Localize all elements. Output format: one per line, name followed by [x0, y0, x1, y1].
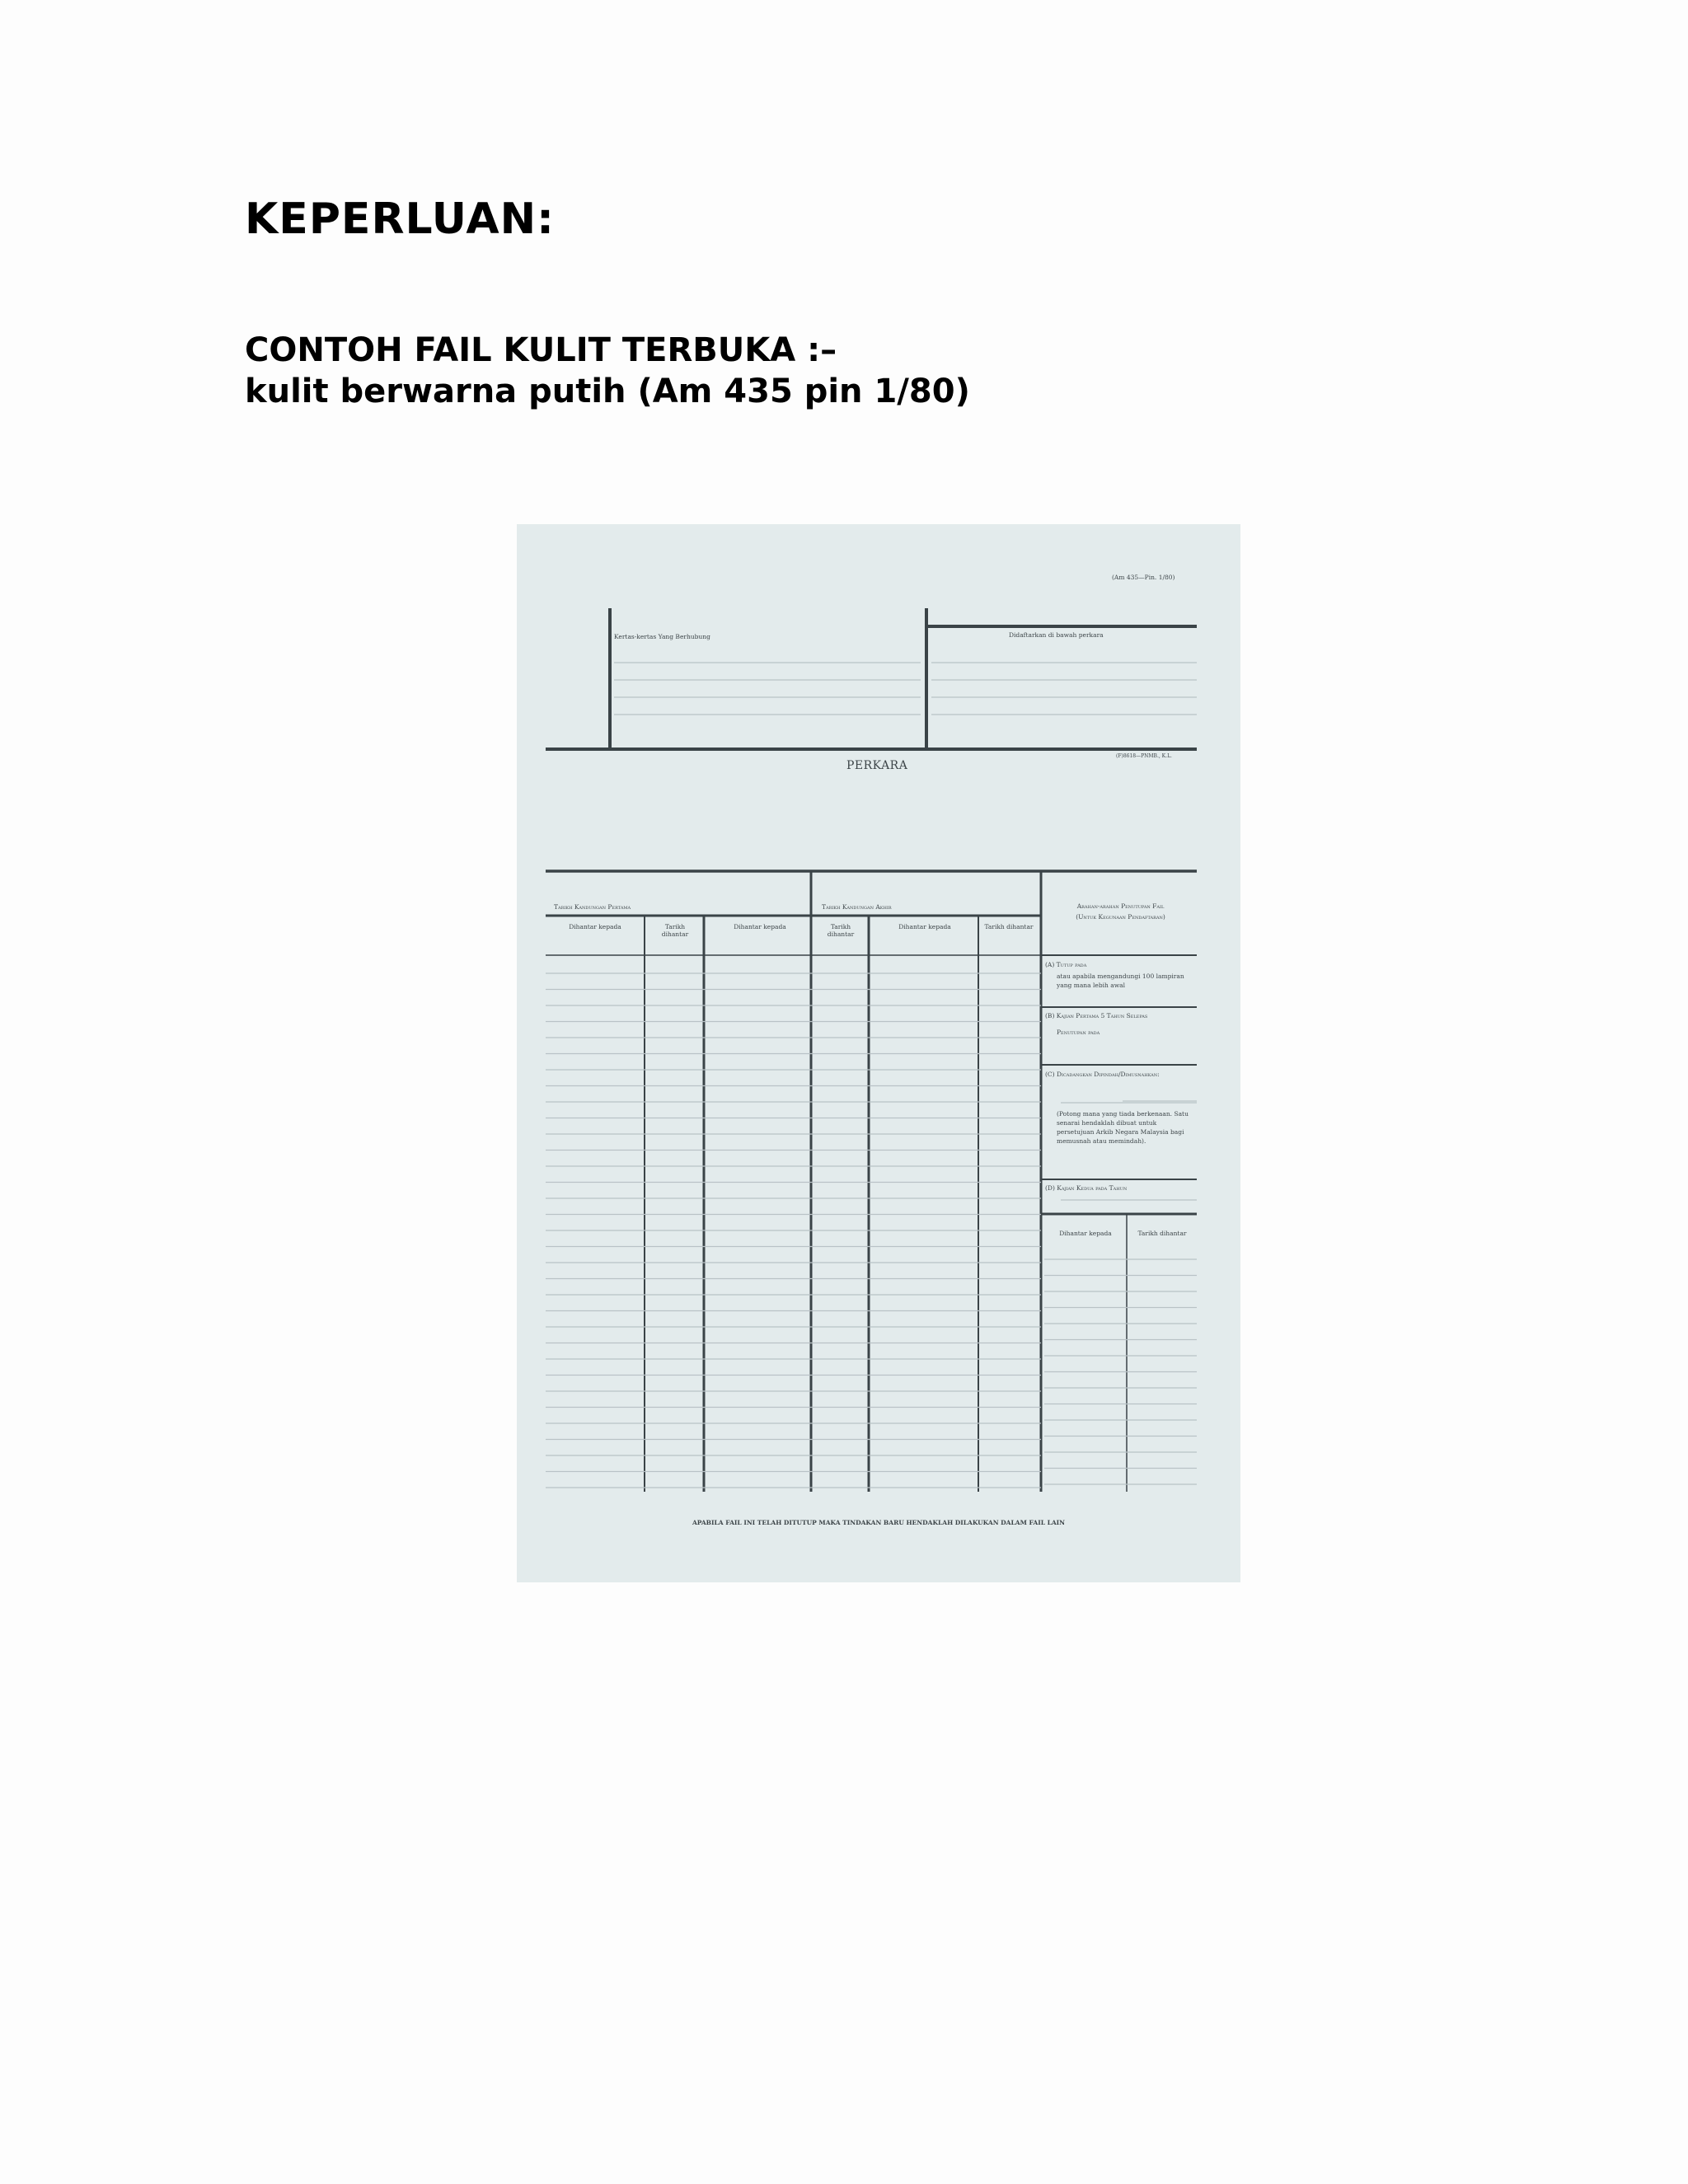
related-papers-label: Kertas-kertas Yang Berhubung	[614, 633, 710, 640]
item-b-body: Penutupan pada	[1057, 1029, 1100, 1036]
registered-under-label: Didaftarkan di bawah perkara	[1009, 631, 1104, 639]
col-date-sent-4: Tarikh dihantar	[1137, 1230, 1187, 1237]
col-sent-to-1: Dihantar kepada	[569, 923, 621, 930]
col-date-sent-3: Tarikh dihantar	[984, 923, 1034, 930]
item-b-title: (B) Kajian Pertama 5 Tahun Selepas	[1045, 1012, 1148, 1019]
registry-use-label: (Untuk Kegunaan Pendaftaran)	[1076, 913, 1165, 921]
col-date-sent-2: Tarikh dihantar	[827, 923, 855, 938]
item-c-title: (C) Dicadangkan Dipindah/Dimusnahkan:	[1045, 1071, 1160, 1078]
page-heading: KEPERLUAN:	[245, 194, 555, 244]
subheading-line-2: kulit berwarna putih (Am 435 pin 1/80)	[245, 373, 970, 410]
closing-instructions-label: Arahan-arahan Penutupan Fail	[1076, 902, 1165, 910]
item-c-body: (Potong mana yang tiada berkenaan. Satu senarai hendaklah dibuat untuk persetujuan Arkib Negara Malaysia bagi memusnah atau memindah).	[1057, 1110, 1189, 1145]
first-content-date-label: Tarikh Kandungan Pertama	[554, 903, 631, 911]
form-footer-notice: APABILA FAIL INI TELAH DITUTUP MAKA TINDAKAN BARU HENDAKLAH DILAKUKAN DALAM FAIL LAIN	[692, 1519, 1066, 1526]
form-code: (Am 435—Pin. 1/80)	[1112, 574, 1175, 581]
item-d-title: (D) Kajian Kedua pada Tahun	[1045, 1184, 1128, 1192]
subject-label: PERKARA	[846, 759, 908, 772]
last-content-date-label: Tarikh Kandungan Akhir	[822, 903, 892, 911]
file-cover-form-image	[517, 524, 1240, 1582]
form-ruling-lines	[517, 524, 1240, 1582]
subheading-line-1: CONTOH FAIL KULIT TERBUKA :–	[245, 331, 837, 369]
item-a-title: (A) Tutup pada	[1045, 961, 1087, 968]
col-sent-to-3: Dihantar kepada	[898, 923, 951, 930]
printer-mark: (F)8618—PNMB., K.L.	[1116, 753, 1172, 759]
col-date-sent-1: Tarikh dihantar	[661, 923, 689, 938]
col-sent-to-2: Dihantar kepada	[734, 923, 786, 930]
col-sent-to-4: Dihantar kepada	[1059, 1230, 1112, 1237]
item-a-body: atau apabila mengandungi 100 lampiran yang mana lebih awal	[1057, 972, 1184, 989]
